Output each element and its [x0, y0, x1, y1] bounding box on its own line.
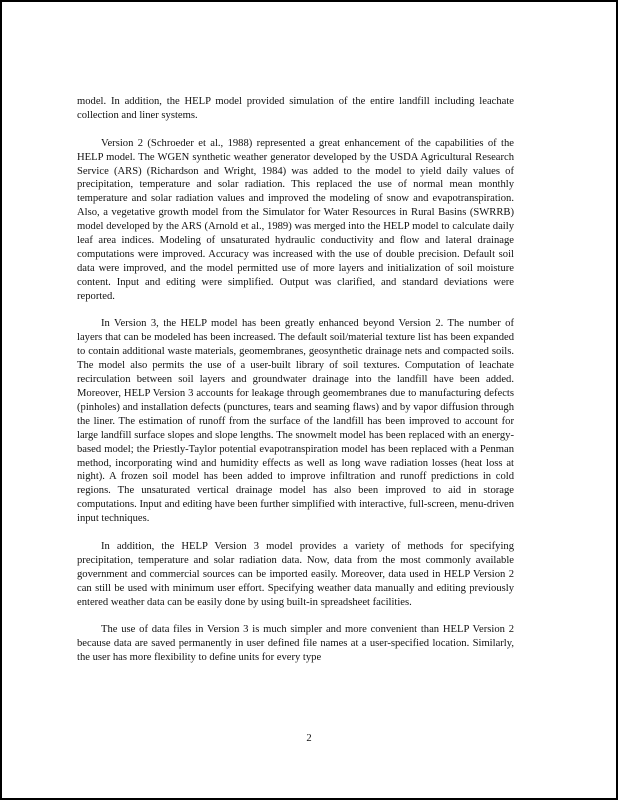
paragraph-version-2: Version 2 (Schroeder et al., 1988) represented a great enhancement of the capabilities of the HELP model. The WGEN synthetic weather generator developed by the USDA Agricultural Research Service (ARS) (Richardson and Wright, 1984) was added to the model to yield daily values of precipitation, temperature and solar radiation. This replaced the use of normal mean monthly temperature and solar radiation values and improved the modeling of snow and evapotranspiration. Also, a vegetative growth model from the Simulator for Water Resources in Rural Basins (SWRRB) model developed by the ARS (Arnold et al., 1989) was merged into the HELP model to calculate daily leaf area indices. Modeling of unsaturated hydraulic conductivity and flow and lateral drainage computations were improved. Accuracy was increased with the use of double precision. Default soil data were improved, and the model permitted use of more layers and initialization of soil moisture content. Input and editing were simplified. Output was clarified, and standard deviations were reported. — [77, 137, 514, 302]
page-border-top — [0, 0, 618, 2]
paragraph-version-3: In Version 3, the HELP model has been greatly enhanced beyond Version 2. The number of layers that can be modeled has been increased. The default soil/material texture list has been expanded to contain additional waste materials, geomembranes, geosynthetic drainage nets and compacted soils. The model also permits the use of a user-built library of soil textures. Computation of leachate recirculation between soil layers and groundwater drainage into the landfill have been added. Moreover, HELP Version 3 accounts for leakage through geomembranes due to manufacturing defects (pinholes) and installation defects (punctures, tears and seaming flaws) and by vapor diffusion through the liner. The estimation of runoff from the surface of the landfill has been improved to account for large landfill surface slopes and slope lengths. The snowmelt model has been replaced with an energy-based model; the Priestly-Taylor potential evapotranspiration model has been replaced with a Penman method, incorporating wind and humidity effects as well as long wave radiation losses (heat loss at night). A frozen soil model has been added to improve infiltration and runoff predictions in cold regions. The unsaturated vertical drainage model has also been improved to aid in storage computations. Input and editing have been further simplified with interactive, full-screen, menu-driven input techniques. — [77, 318, 514, 525]
body-text — [77, 95, 514, 679]
page-number: 2 — [306, 733, 312, 744]
paragraph-continuation: model. In addition, the HELP model provided simulation of the entire landfill including leachate collection and liner systems. — [77, 96, 514, 121]
paragraph-data-files: The use of data files in Version 3 is much simpler and more convenient than HELP Version 2 because data are saved permanently in user defined file names at a user-specified location. Similarly, the user has more flexibility to define units for every type — [77, 624, 514, 664]
paragraph-weather-data: In addition, the HELP Version 3 model provides a variety of methods for specifying precipitation, temperature and solar radiation data. Now, data from the most commonly available government and commercial sources can be imported easily. Moreover, data used in HELP Version 2 can still be used with minimum user effort. Specifying weather data manually and editing previously entered weather data can be easily done by using built-in spreadsheet facilities. — [77, 540, 514, 608]
page-border-left — [0, 0, 2, 800]
